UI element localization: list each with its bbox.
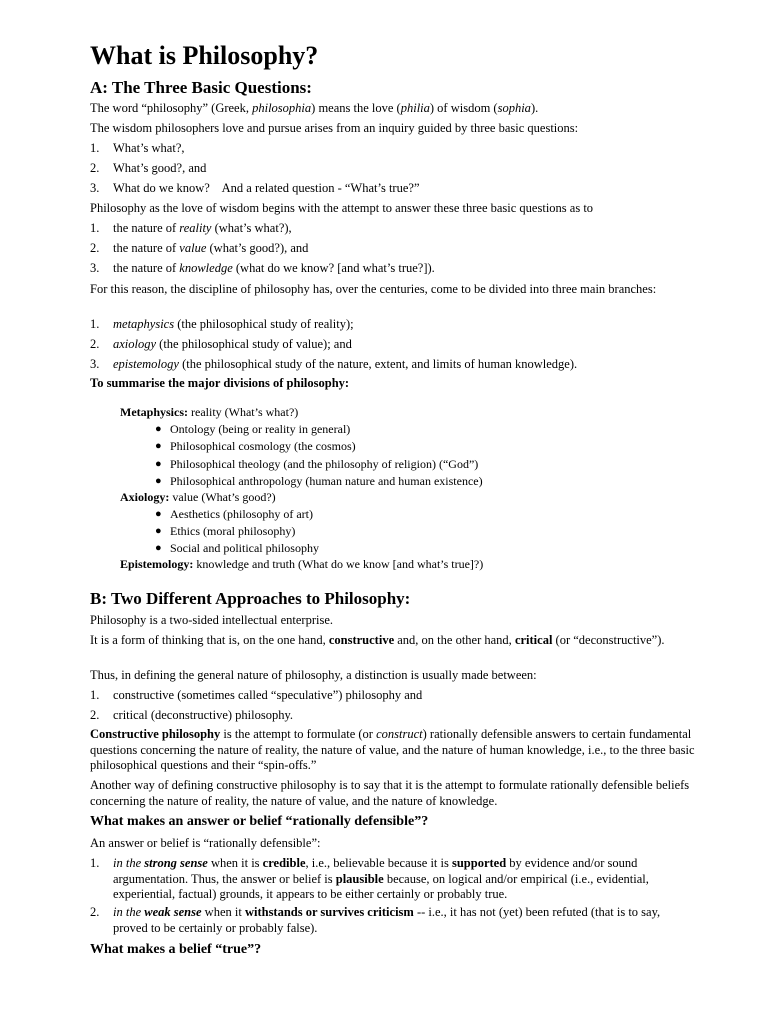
nature-item: 3. the nature of knowledge (what do we know? [and what’s true?]). (90, 261, 435, 275)
bullet-icon: ● (155, 475, 162, 487)
section-a-paragraph-4: For this reason, the discipline of philosophy has, over the centuries, come to be divided into three main branches: (90, 282, 657, 296)
question-item: 1. What’s what?, (90, 141, 185, 155)
bullet-icon: ● (155, 458, 162, 470)
section-a-heading: A: The Three Basic Questions: (90, 78, 312, 97)
section-a-paragraph-3: Philosophy as the love of wisdom begins with the attempt to answer these three basic questions as to (90, 201, 594, 215)
section-b-paragraph-6: An answer or belief is “rationally defensible”: (90, 836, 321, 850)
bullet-item: ● Ethics (moral philosophy) (155, 524, 296, 538)
section-b-paragraph-5: Another way of defining constructive philosophy is to say that it is the attempt to formulate rationally defensible beliefs concerning the nature of reality, the nature of value, and the nature of knowledge. (90, 778, 690, 808)
approach-item: 2. critical (deconstructive) philosophy. (90, 708, 294, 722)
summary-epistemology: Epistemology: knowledge and truth (What do we know [and what’s true]?) (120, 557, 484, 571)
bullet-item: ● Philosophical anthropology (human nature and human existence) (155, 474, 483, 488)
question-heading-rationally-defensible: What makes an answer or belief “rationally defensible”? (90, 814, 429, 829)
summary-axiology: Axiology: value (What’s good?) (120, 490, 276, 504)
nature-item: 1. the nature of reality (what’s what?), (90, 221, 292, 235)
bullet-item: ● Social and political philosophy (155, 541, 319, 555)
bullet-item: ● Philosophical cosmology (the cosmos) (155, 439, 356, 453)
section-b-paragraph-3: Thus, in defining the general nature of philosophy, a distinction is usually made between: (90, 668, 537, 682)
bullet-icon: ● (155, 423, 162, 435)
bullet-icon: ● (155, 440, 162, 452)
section-b-paragraph-1: Philosophy is a two-sided intellectual enterprise. (90, 613, 334, 627)
approach-item: 1. constructive (sometimes called “speculative”) philosophy and (90, 688, 423, 702)
nature-item: 2. the nature of value (what’s good?), and (90, 241, 309, 255)
sense-item: 1. in the strong sense when it is credible, i.e., believable because it is supported by evidence and/or sound argumentation. Thus, the answer or belief is plausible because, on logical and/or empirical (i.e., evidential, experiential, factual) grounds, it appears to be either certainly or probably true. (90, 856, 649, 901)
section-a-paragraph-1: The word “philosophy” (Greek, philosophia) means the love (philia) of wisdom (sophia). (90, 101, 539, 115)
section-a-paragraph-2: The wisdom philosophers love and pursue arises from an inquiry guided by three basic questions: (90, 121, 579, 135)
bullet-item: ● Philosophical theology (and the philosophy of religion) (“God”) (155, 457, 479, 471)
bullet-icon: ● (155, 508, 162, 520)
section-b-heading: B: Two Different Approaches to Philosophy: (90, 589, 411, 608)
branch-item: 3. epistemology (the philosophical study of the nature, extent, and limits of human knowledge). (90, 357, 578, 371)
sense-item: 2. in the weak sense when it withstands or survives criticism -- i.e., it has not (yet) been refuted (that is to say, proved to be certainly or probably false). (90, 905, 661, 935)
bullet-item: ● Ontology (being or reality in general) (155, 422, 351, 436)
section-b-paragraph-2: It is a form of thinking that is, on the one hand, constructive and, on the other hand, critical (or “deconstructive”). (90, 633, 665, 647)
question-item: 3. What do we know? And a related question - “What’s true?” (90, 181, 420, 195)
page-title: What is Philosophy? (90, 41, 319, 70)
summary-heading: To summarise the major divisions of philosophy: (90, 376, 350, 390)
bullet-icon: ● (155, 542, 162, 554)
branch-item: 2. axiology (the philosophical study of value); and (90, 337, 352, 351)
question-item: 2. What’s good?, and (90, 161, 207, 175)
question-heading-belief-true: What makes a belief “true”? (90, 942, 262, 957)
section-b-paragraph-4: Constructive philosophy is the attempt to formulate (or construct) rationally defensible answers to certain fundamental questions concerning the nature of reality, the nature of value, and the nature of human knowledge, i.e., to the three basic philosophical questions and their “spin-offs.” (90, 727, 695, 772)
summary-metaphysics: Metaphysics: reality (What’s what?) (120, 405, 299, 419)
bullet-icon: ● (155, 525, 162, 537)
bullet-item: ● Aesthetics (philosophy of art) (155, 507, 313, 521)
branch-item: 1. metaphysics (the philosophical study of reality); (90, 317, 354, 331)
